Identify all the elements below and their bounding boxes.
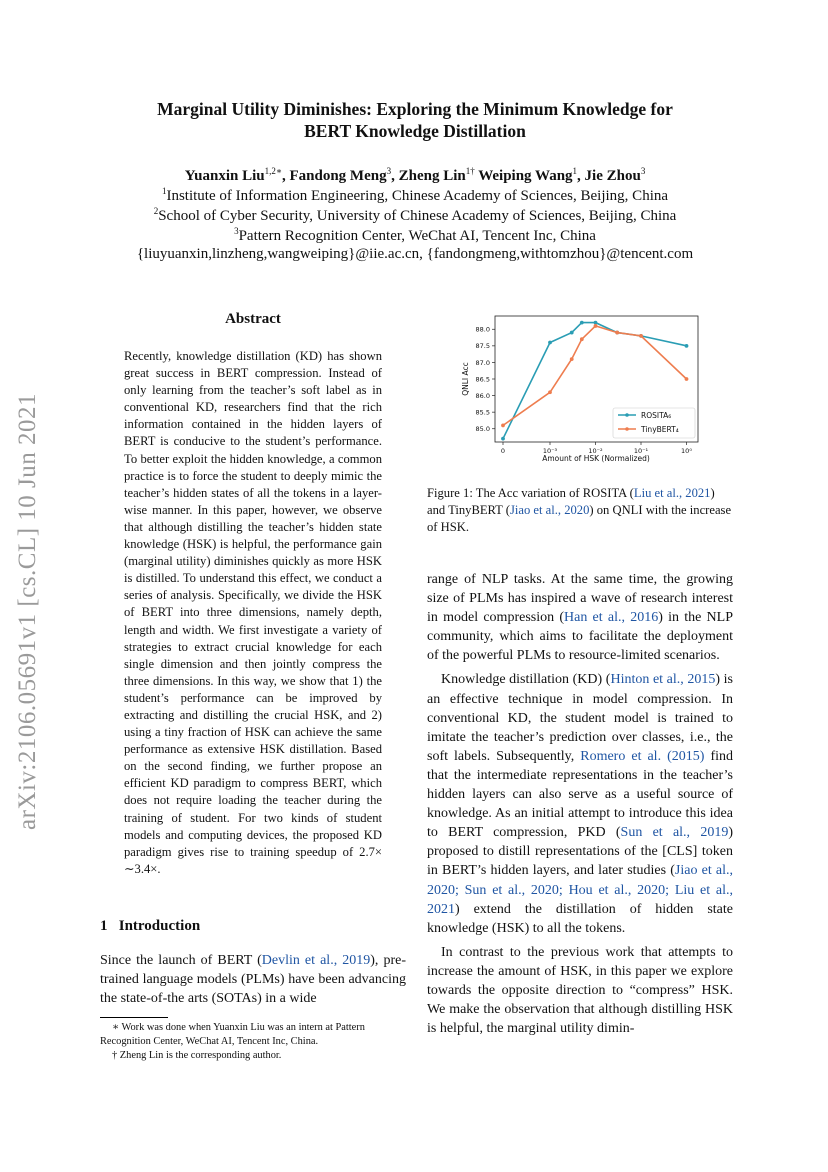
data-point	[639, 334, 643, 338]
author-name: Weiping Wang	[478, 168, 573, 184]
author-sup: 1	[572, 166, 578, 176]
data-point	[580, 337, 584, 341]
footnote-1: ∗ Work was done when Yuanxin Liu was an intern at Pattern Recognition Center, WeChat AI, Tencent Inc, China.	[100, 1022, 365, 1047]
data-point	[685, 377, 689, 381]
y-tick-label: 86.5	[475, 375, 490, 384]
citation-link[interactable]: Liu et al., 2021	[633, 486, 711, 500]
data-point	[594, 321, 598, 325]
arxiv-watermark: arXiv:2106.05691v1 [cs.CL] 10 Jun 2021	[14, 392, 41, 830]
author-sup: 3	[640, 166, 646, 176]
data-point	[580, 321, 584, 325]
author-emails: {liuyuanxin,linzheng,wangweiping}@iie.ac.cn, {fandongmeng,withtomzhou}@tencent.com	[136, 246, 694, 262]
abstract-text: Recently, knowledge distillation (KD) has shown great success in BERT compression. Instead of only learning from the teacher’s soft label as in conventional KD, researchers find that the rich information contained in the hidden layers of BERT is conducive to the student’s performance. To better exploit the hidden knowledge, a common practice is to force the student to deeply mimic the teacher’s hidden states of all the tokens in a layer-wise manner. In this paper, however, we observe that although distilling the teacher’s hidden state knowledge (HSK) is helpful, the performance gain (marginal utility) diminishes quickly as more HSK is distilled. To understand this effect, we conduct a series of analysis. Specifically, we divide the HSK of BERT into three dimensions, namely depth, length and width. We first investigate a variety of strategies to extract crucial knowledge for each single dimension and then jointly compress the three dimensions. In this way, we show that 1) the student’s performance can be improved by extracting and distilling the crucial HSK, and 2) using a tiny fraction of HSK can achieve the same performance as extensive HSK distillation. Based on the second finding, we further propose an efficient KD paradigm to compress BERT, which does not require loading the teacher during the training of student. For two kinds of student models and computing devices, the proposed KD paradigm gives rise to training speedup of 2.7× ∼3.4×.	[124, 349, 382, 876]
section-heading-introduction: 1 Introduction	[100, 918, 201, 934]
x-tick-label: 10⁻¹	[633, 447, 649, 455]
author-name: Yuanxin Liu	[184, 168, 265, 184]
legend-marker-tinybert	[625, 427, 629, 431]
affiliation-3: $^3$Pattern Recognition Center, WeChat AI, Tencent Inc, China	[234, 226, 596, 244]
citation-link[interactable]: Hinton et al., 2015	[610, 672, 716, 688]
paragraph: Knowledge distillation (KD) (Hinton et al., 2015) is an effective technique in model compression. In conventional KD, the student model is trained to imitate the teacher’s prediction over classes, i.e., the soft labels. Subsequently, Romero et al. (2015) find that the intermediate representations in the teacher’s hidden layers can also serve as a useful source of knowledge. As an initial attempt to introduce this idea to BERT compression, PKD (Sun et al., 2019) proposed to distill representations of the [CLS] token in BERT’s hidden layers, and later studies (Jiao et al., 2020; Sun et al., 2020; Hou et al., 2020; Liu et al., 2021) extend the distillation of hidden state knowledge (HSK) to all the tokens.	[427, 672, 733, 936]
y-tick-label: 88.0	[475, 325, 490, 334]
title-line-2: BERT Knowledge Distillation	[304, 121, 526, 141]
x-tick-label: 10⁰	[681, 447, 692, 455]
author-name: Zheng Lin	[398, 168, 466, 184]
legend-label-rosita: ROSITA₆	[641, 411, 672, 420]
author-name: Fandong Meng	[289, 168, 387, 184]
author-sup: 3	[386, 166, 392, 176]
data-point	[548, 390, 552, 394]
data-point	[570, 357, 574, 361]
footnote-divider	[100, 1017, 168, 1018]
x-tick-label: 0	[500, 447, 506, 455]
y-tick-label: 87.5	[475, 342, 490, 351]
citation-link[interactable]: Devlin et al., 2019	[261, 953, 371, 968]
data-point	[501, 424, 505, 428]
title-line-1: Marginal Utility Diminishes: Exploring the Minimum Knowledge for	[157, 99, 673, 119]
data-point	[615, 331, 619, 335]
data-point	[685, 344, 689, 348]
x-tick-label: 10⁻³	[542, 447, 558, 455]
citation-link[interactable]: Romero et al. (2015)	[580, 748, 705, 764]
y-axis-label: QNLI Acc	[461, 362, 470, 396]
data-point	[570, 331, 574, 335]
x-axis-label: Amount of HSK (Normalized)	[542, 454, 650, 463]
author-sup: 1†	[465, 166, 475, 176]
citation-link[interactable]: Han et al., 2016	[564, 610, 659, 626]
paragraph: In contrast to the previous work that attempts to increase the amount of HSK, in this paper we explore towards the opposite direction to “compress” HSK. We make the observation that although distilling HSK is helpful, the marginal utility dimin-	[427, 944, 733, 1037]
y-tick-label: 87.0	[475, 358, 490, 367]
author-list: Yuanxin Liu$^{1,2∗}$, Fandong Meng$^3$, Zheng Lin$^{1\dagger}$ Weiping Wang$^1$, Jie Zhou$^3$	[184, 166, 646, 184]
y-tick-label: 85.0	[475, 425, 490, 434]
legend-marker-rosita	[625, 413, 629, 417]
x-tick-label: 10⁻²	[588, 447, 603, 455]
data-point	[548, 341, 552, 345]
author-sup: 1,2∗	[264, 166, 282, 176]
abstract-heading: Abstract	[225, 311, 281, 327]
y-tick-label: 86.0	[475, 391, 490, 400]
y-tick-label: 85.5	[475, 408, 490, 417]
chart-legend	[613, 408, 695, 438]
footnote-2: † Zheng Lin is the corresponding author.	[112, 1050, 282, 1061]
citation-link[interactable]: Jiao et al., 2020; Sun et al., 2020; Hou et al., 2020; Liu et al., 2021	[427, 863, 733, 917]
citation-link[interactable]: Sun et al., 2019	[620, 825, 729, 841]
legend-label-tinybert: TinyBERT₄	[641, 425, 679, 434]
right-column-text	[427, 570, 733, 1038]
figure-1-chart	[458, 308, 708, 468]
citation-link[interactable]: Jiao et al., 2020	[510, 503, 590, 518]
figure-1-caption: Figure 1: The Acc variation of ROSITA (Liu et al., 2021) and TinyBERT (Jiao et al., 2020) on QNLI with the increase of HSK.	[427, 486, 732, 535]
data-point	[501, 437, 505, 441]
footnotes	[100, 1021, 406, 1063]
affiliation-2: $^2$School of Cyber Security, University of Chinese Academy of Sciences, Beijing, China	[153, 206, 677, 224]
author-name: Jie Zhou	[584, 168, 641, 184]
intro-paragraph-1: Since the launch of BERT (Devlin et al., 2019), pre-trained language models (PLMs) have been advancing the state-of-the arts (SOTAs) in a wide	[100, 953, 406, 1007]
paragraph: range of NLP tasks. At the same time, the growing size of PLMs has inspired a wave of research interest in model compression (Han et al., 2016) in the NLP community, which aims to facilitate the deployment of the powerful PLMs to resource-limited scenarios.	[427, 572, 734, 664]
affiliation-1: $^1$Institute of Information Engineering, Chinese Academy of Sciences, Beijing, China	[161, 186, 669, 204]
data-point	[594, 324, 598, 328]
paper-title	[90, 98, 740, 142]
